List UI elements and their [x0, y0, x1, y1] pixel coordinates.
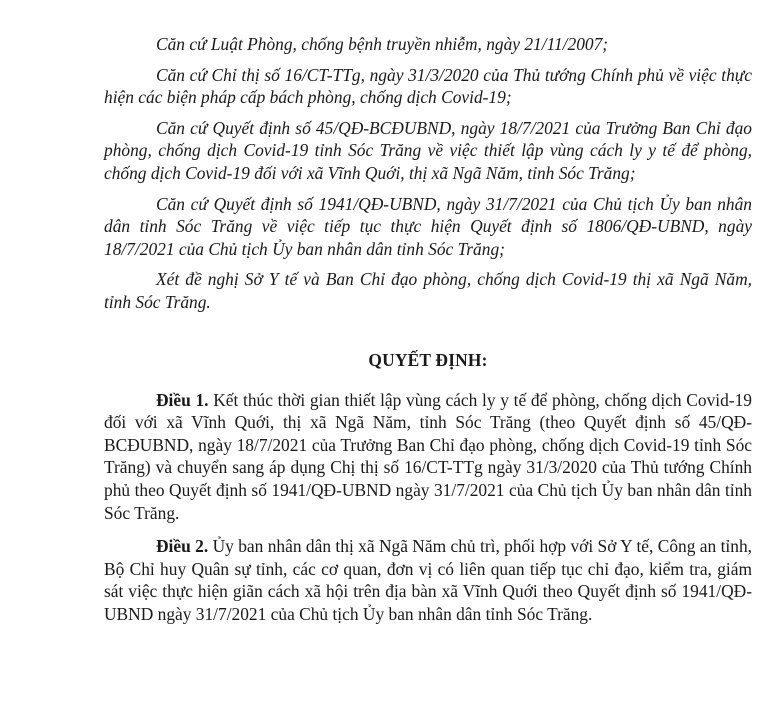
basis-paragraph-3: Căn cứ Quyết định số 45/QĐ-BCĐUBND, ngày 18/7/2021 của Trưởng Ban Chỉ đạo phòng, chống dịch Covid-19 tỉnh Sóc Trăng về việc thiết lập vùng cách ly y tế để phòng, chống dịch Covid-19 đối với xã Vĩnh Quới, thị xã Ngã Năm, tỉnh Sóc Trăng;	[104, 117, 752, 183]
article-2-text: Ủy ban nhân dân thị xã Ngã Năm chủ trì, phối hợp với Sở Y tế, Công an tỉnh, Bộ Chỉ huy Quân sự tỉnh, các cơ quan, đơn vị có liên quan tiếp tục chỉ đạo, kiểm tra, giám sát việc thực hiện giãn cách xã hội trên địa bàn xã Vĩnh Quới theo Quyết định số 1941/QĐ-UBND ngày 31/7/2021 của Chủ tịch Ủy ban nhân dân tỉnh Sóc Trăng.	[104, 536, 752, 624]
basis-paragraph-4: Căn cứ Quyết định số 1941/QĐ-UBND, ngày 31/7/2021 của Chủ tịch Ủy ban nhân dân tỉnh Sóc Trăng về việc tiếp tục thực hiện Quyết định số 1806/QĐ-UBND, ngày 18/7/2021 của Chủ tịch Ủy ban nhân dân tỉnh Sóc Trăng;	[104, 193, 752, 259]
article-2-label: Điều 2.	[156, 536, 209, 557]
basis-paragraph-5: Xét đề nghị Sở Y tế và Ban Chỉ đạo phòng, chống dịch Covid-19 thị xã Ngã Năm, tỉnh Sóc Trăng.	[104, 269, 752, 312]
article-1	[104, 389, 752, 525]
article-2	[104, 535, 752, 625]
basis-paragraph-2: Căn cứ Chỉ thị số 16/CT-TTg, ngày 31/3/2020 của Thủ tướng Chính phủ về việc thực hiện các biện pháp cấp bách phòng, chống dịch Covid-19;	[104, 64, 752, 108]
basis-paragraph-1: Căn cứ Luật Phòng, chống bệnh truyền nhiễm, ngày 21/11/2007;	[156, 34, 609, 54]
decision-heading: QUYẾT ĐỊNH:	[368, 349, 488, 370]
article-1-text: Kết thúc thời gian thiết lập vùng cách ly y tế để phòng, chống dịch Covid-19 đối với xã Vĩnh Quới, thị xã Ngã Năm, tỉnh Sóc Trăng (theo Quyết định số 45/QĐ-BCĐUBND, ngày 18/7/2021 của Trưởng Ban Chỉ đạo phòng, chống dịch Covid-19 tỉnh Sóc Trăng) và chuyển sang áp dụng Chị thị số 16/CT-TTg ngày 31/3/2020 của Thủ tướng Chính phủ theo Quyết định số 1941/QĐ-UBND ngày 31/7/2021 của Chủ tịch Ủy ban nhân dân tỉnh Sóc Trăng.	[104, 389, 752, 523]
article-1-label: Điều 1.	[156, 389, 209, 410]
